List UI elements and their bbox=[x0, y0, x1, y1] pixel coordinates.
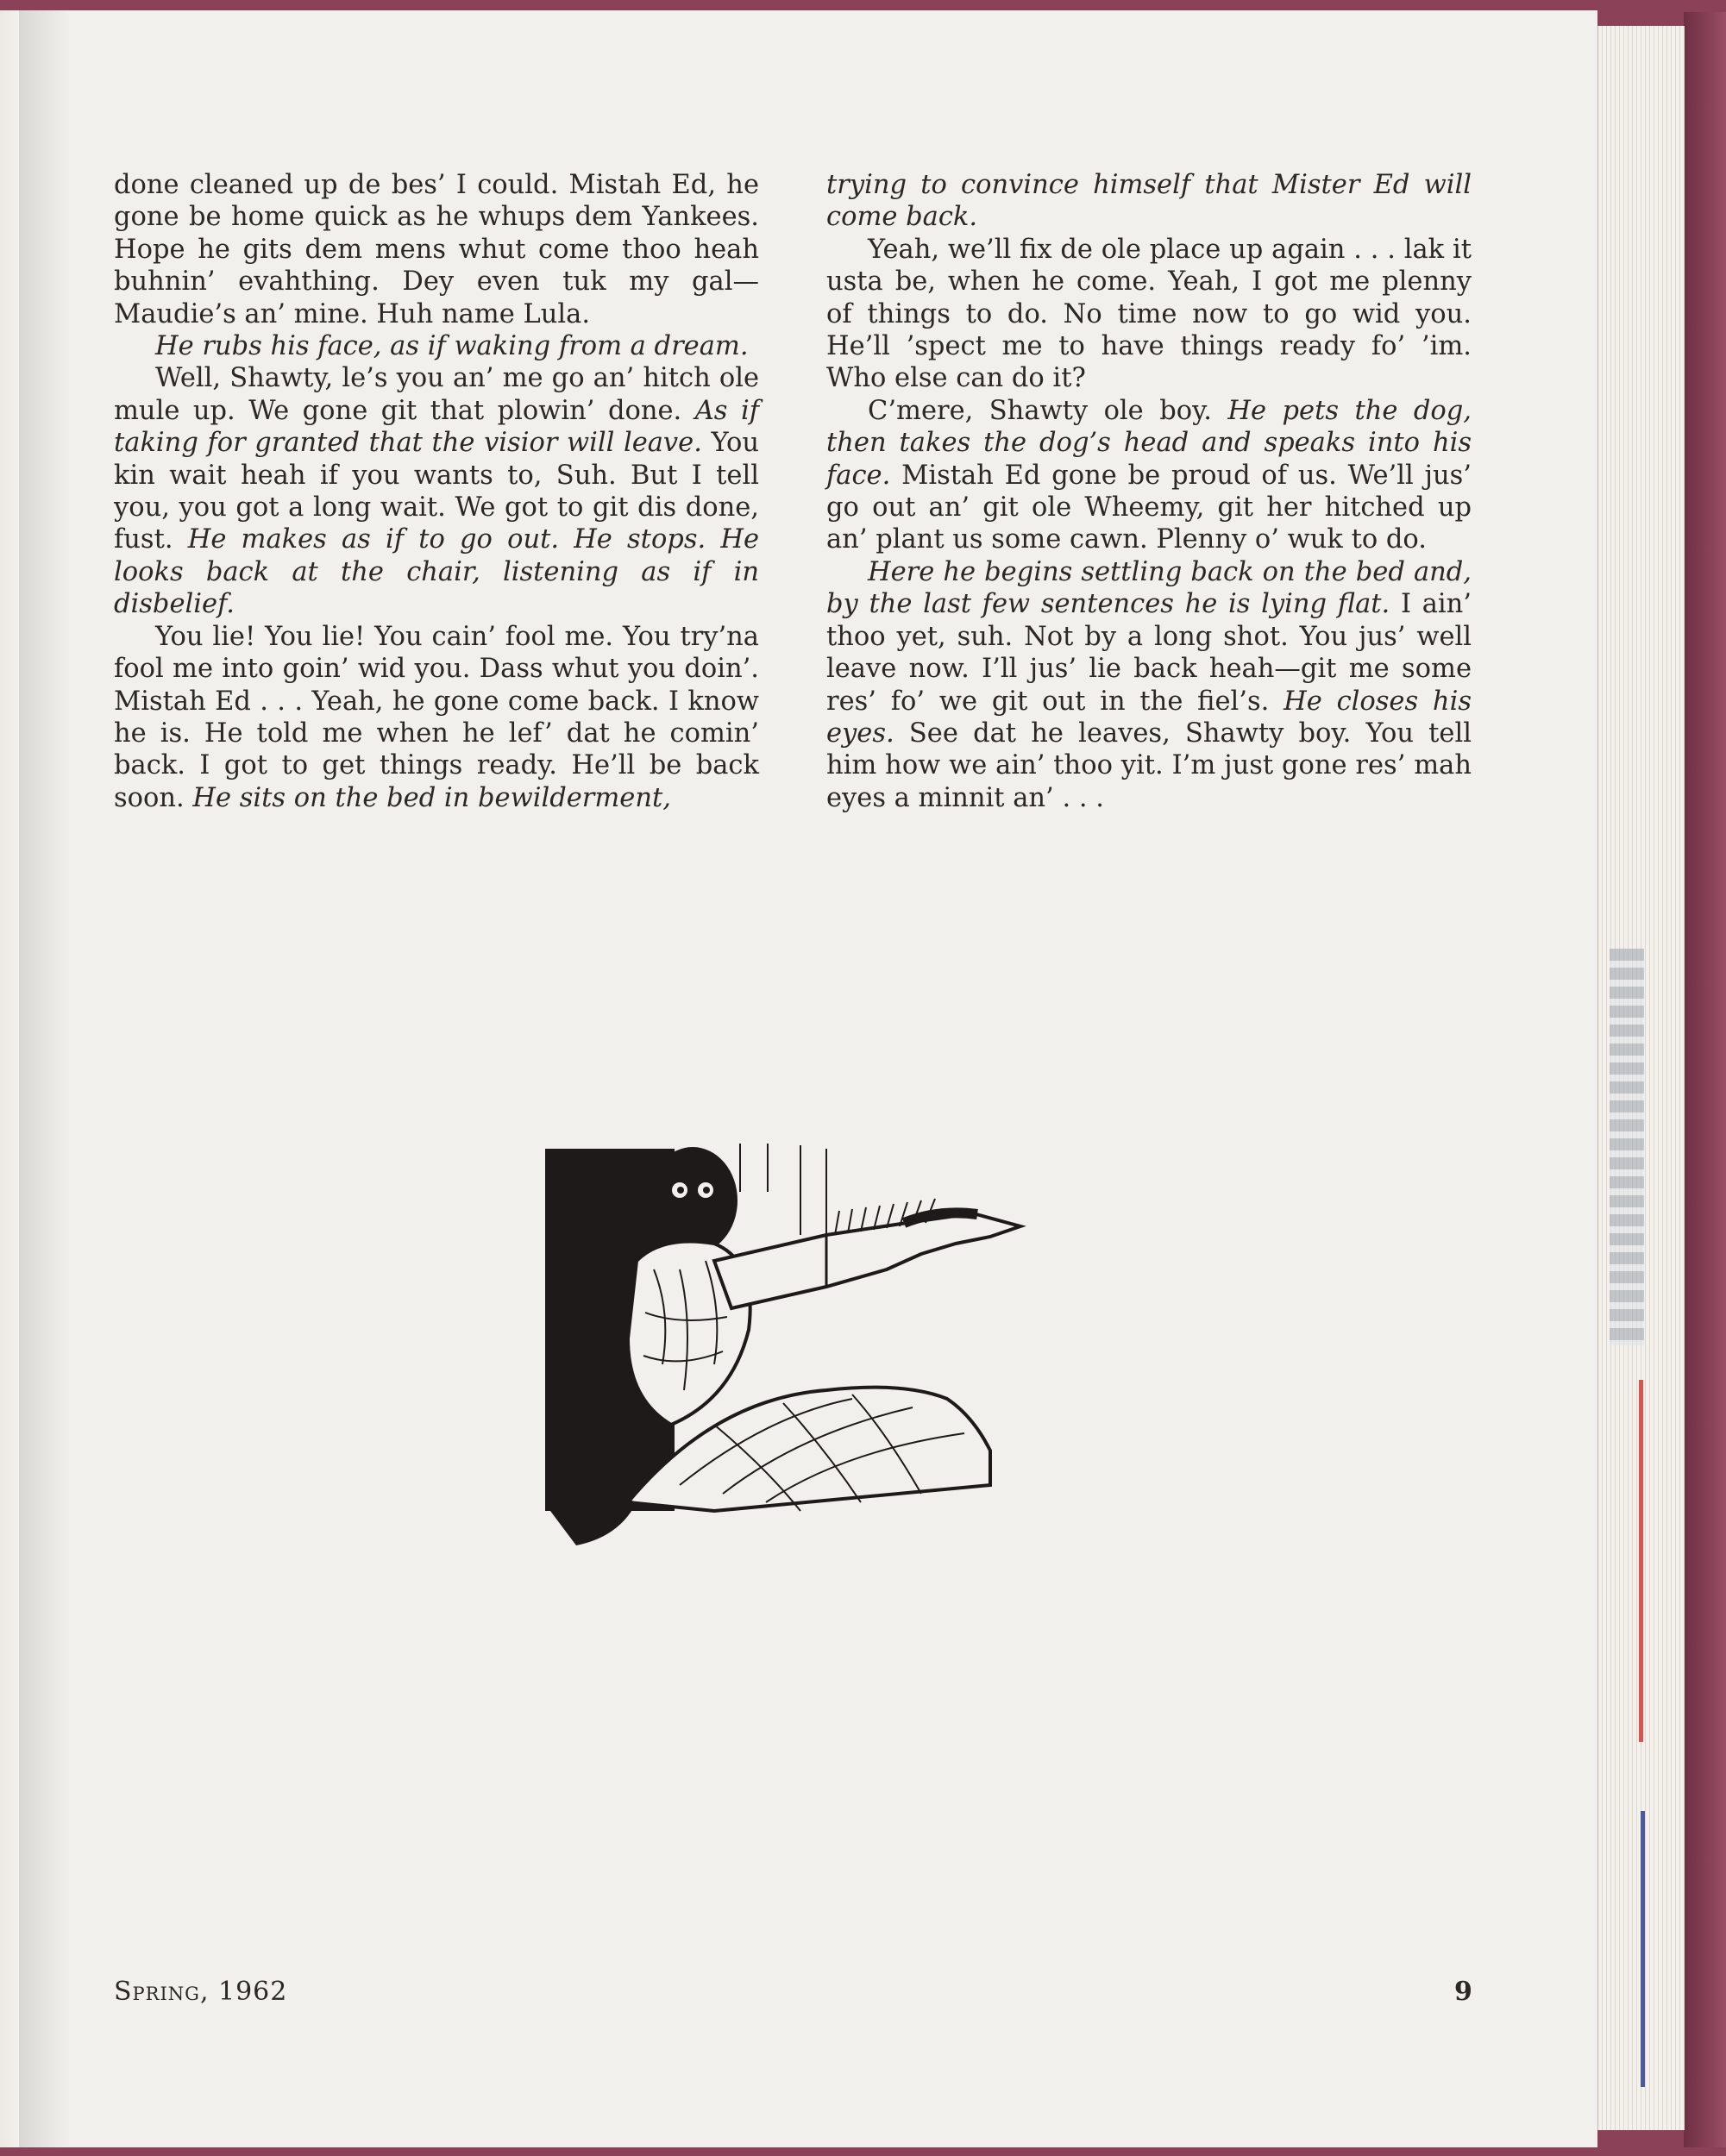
dialogue-text: I ain’ thoo yet, suh. Not by a long shot. You jus’ well leave now. I’ll jus’ lie back heah—git me some res’ fo’ we git out in the fiel’s. bbox=[826, 589, 1472, 717]
dialogue-text: Mistah Ed gone be proud of us. We’ll jus’ go out an’ git ole Wheemy, git her hitched up an’ plant us some cawn. Plenny o’ wuk to do. bbox=[826, 460, 1472, 555]
page-stack-red-band bbox=[1639, 1380, 1643, 1742]
dialogue-text: You kin wait heah if you wants to, Suh. But I tell you, you got a long wait. We got to git dis done, fust. bbox=[114, 428, 759, 555]
dialogue-text: See dat he leaves, Shawty boy. You tell him how we ain’ thoo yit. I’m just gone res’ mah eyes a minnit an’ . . . bbox=[826, 718, 1472, 813]
text-paragraph bbox=[114, 362, 759, 620]
stage-direction: trying to convince himself that Mister Ed will come back. bbox=[826, 170, 1472, 233]
dialogue-text: You lie! You lie! You cain’ fool me. You try’na fool me into goin’ wid you. Dass whut you doin’. Mistah Ed . . . Yeah, he gone come back. I know he is. He told me when he lef’ dat he comin’ back. I got to get things ready. He’ll be back soon. bbox=[114, 621, 759, 813]
stage-direction: He rubs his face, as if waking from a dream. bbox=[155, 331, 749, 362]
dialogue-text: C’mere, Shawty ole boy. bbox=[868, 395, 1228, 426]
left-text-column bbox=[114, 169, 759, 814]
text-paragraph bbox=[114, 330, 759, 362]
page-stack-tab bbox=[1610, 949, 1644, 1345]
page-stack-blue-band bbox=[1641, 1811, 1645, 2087]
stage-direction: He sits on the bed in bewilderment, bbox=[192, 782, 671, 813]
dialogue-text: done cleaned up de bes’ I could. Mistah Ed, he gone be home quick as he whups dem Yankees. Hope he gits dem mens whut come thoo heah buhnin’ evahthing. Dey even tuk my gal—Maudie’s an’ mine. Huh name Lula. bbox=[114, 170, 759, 329]
dialogue-text: Yeah, we’ll fix de ole place up again . . . lak it usta be, when he come. Yeah, I got me plenny of things to do. No time now to go wid you. He’ll ’spect me to have things ready fo’ ’im. Who else can do it? bbox=[826, 234, 1472, 394]
stage-direction: He pets the dog, then takes the dog’s head and speaks into his face. bbox=[826, 395, 1472, 491]
previous-page-edge bbox=[0, 10, 20, 2147]
dialogue-text: Well, Shawty, le’s you an’ me go an’ hitch ole mule up. We gone git that plowin’ done. bbox=[114, 363, 759, 426]
issue-season: Spring, 1962 bbox=[114, 1977, 288, 2007]
right-text-column bbox=[826, 169, 1472, 814]
text-paragraph bbox=[114, 621, 759, 814]
stage-direction: Here he begins settling back on the bed and, by the last few sentences he is lying flat. bbox=[826, 556, 1472, 620]
text-paragraph bbox=[826, 169, 1472, 234]
page-number: 9 bbox=[1454, 1977, 1472, 2007]
stage-direction: He closes his eyes. bbox=[826, 686, 1472, 749]
text-paragraph bbox=[826, 234, 1472, 395]
stage-direction: He makes as if to go out. He stops. He looks back at the chair, listening as if in disbelief. bbox=[114, 524, 759, 620]
text-paragraph bbox=[826, 395, 1472, 556]
text-paragraph bbox=[114, 169, 759, 330]
ink-illustration bbox=[542, 1140, 1042, 1554]
gutter-shadow bbox=[19, 10, 71, 2147]
stage-direction: As if taking for granted that the visior will leave. bbox=[114, 395, 759, 459]
cover-edge bbox=[1684, 12, 1726, 2147]
text-paragraph bbox=[826, 556, 1472, 814]
